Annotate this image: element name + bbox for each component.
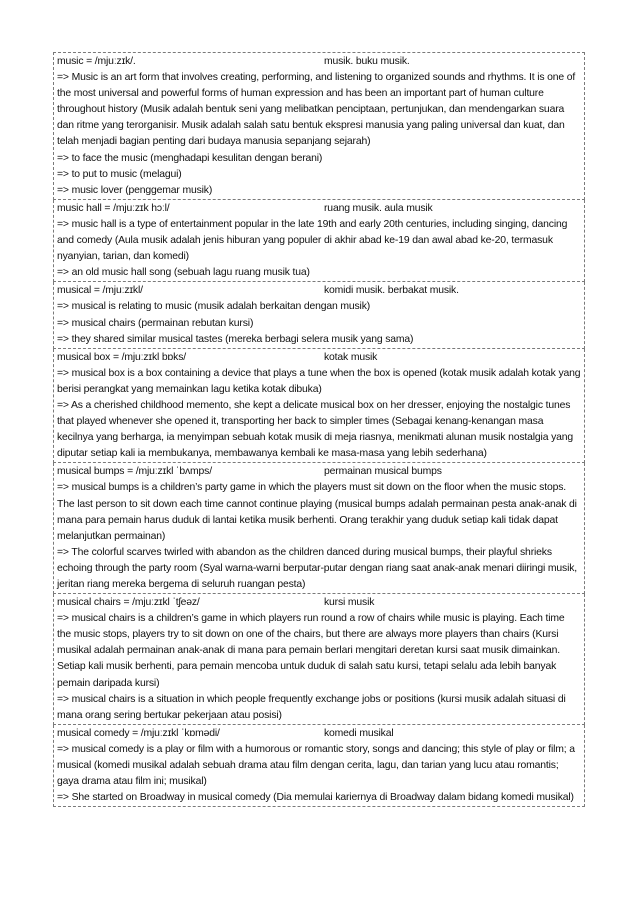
entry-musical-bumps bbox=[53, 463, 585, 594]
example-line: => to face the music (menghadapi kesulitan dengan berani) bbox=[57, 152, 323, 164]
translation: ruang musik. aula musik bbox=[324, 202, 433, 214]
translation: kotak musik bbox=[324, 351, 378, 363]
example-line: => musical chairs is a situation in which people frequently exchange jobs or positions (kursi musik adalah situasi di mana orang sering bertukar pekerjaan atau posisi) bbox=[57, 693, 566, 721]
example-line: => musical chairs (permainan rebutan kursi) bbox=[57, 317, 254, 329]
example-line: => an old music hall song (sebuah lagu ruang musik tua) bbox=[57, 267, 310, 279]
entry-musical-box bbox=[53, 349, 585, 464]
definition-line: => musical comedy is a play or film with a humorous or romantic story, songs and dancing; this style of play or film; a musical (komedi musikal adalah sebuah drama atau film dengan cerita, lagu, dan tarian yang lucu atau romantis; gaya drama atau film ini; musikal) bbox=[57, 743, 575, 788]
entry-header bbox=[57, 464, 581, 480]
definition-line: => musical bumps is a children’s party game in which the players must sit down on the floor when the music stops. The last person to sit down each time cannot continue playing (musical bumps adalah permainan pesta anak-anak di mana para pemain harus duduk di lantai ketika musik berhenti. Orang terakhir yang duduk setiap kali tidak dapat melanjutkan permainan) bbox=[57, 482, 577, 542]
entry-musical bbox=[53, 282, 585, 348]
entry-header bbox=[57, 350, 581, 366]
entry-musical-chairs bbox=[53, 594, 585, 725]
vocabulary-document bbox=[53, 52, 585, 807]
example-line: => they shared similar musical tastes (mereka berbagi selera musik yang sama) bbox=[57, 333, 414, 345]
headword: musical chairs = /mjuːzɪkl ˈtʃeəz/ bbox=[57, 597, 200, 609]
entry-header bbox=[57, 201, 581, 217]
definition-line: => Music is an art form that involves creating, performing, and listening to organized sounds and rhythms. It is one of the most universal and powerful forms of human expression and has been an important part of human culture throughout history (Musik adalah bentuk seni yang melibatkan penciptaan, pertunjukan, dan mendengarkan suara dan ritme yang terorganisir. Musik adalah salah satu bentuk ekspresi manusia yang paling universal dan kuat, dan telah menjadi bagian penting dari budaya manusia sepanjang sejarah) bbox=[57, 72, 576, 148]
example-line: => She started on Broadway in musical comedy (Dia memulai kariernya di Broadway dalam bidang komedi musikal) bbox=[57, 792, 574, 804]
example-line: => The colorful scarves twirled with abandon as the children danced during musical bumps, their playful shrieks echoing through the party room (Syal warna-warni berputar-putar dengan riang saat anak-anak menari diiringi musik, jeritan riang mereka bergema di seluruh ruangan pesta) bbox=[57, 546, 578, 590]
translation: musik. buku musik. bbox=[324, 56, 410, 67]
headword: musical box = /mjuːzɪkl bɒks/ bbox=[57, 351, 186, 363]
example-line: => music lover (penggemar musik) bbox=[57, 184, 213, 196]
entry-header bbox=[57, 283, 581, 299]
translation: kursi musik bbox=[324, 597, 375, 609]
definition-line: => music hall is a type of entertainment popular in the late 19th and early 20th centuries, including singing, dancing and comedy (Aula musik adalah jenis hiburan yang populer di akhir abad ke-19 dan awal abad ke-20, termasuk nyanyian, tarian, dan komedi) bbox=[57, 218, 568, 263]
definition-line: => musical is relating to music (musik adalah berkaitan dengan musik) bbox=[57, 301, 371, 313]
headword: music = /mjuːzɪk/. bbox=[57, 56, 136, 67]
definition-line: => musical chairs is a children’s game in which players run round a row of chairs while music is playing. Each time the music stops, players try to sit down on one of the chairs, but there are always more players than chairs (Kursi musikal adalah permainan anak-anak di mana para pemain berlari mengitari deretan kursi saat musik dimainkan. Setiap kali musik berhenti, para pemain mencoba untuk duduk di salah satu kursi, tetapi selalu ada lebih banyak pemain daripada kursi) bbox=[57, 613, 565, 689]
translation: komidi musik. berbakat musik. bbox=[324, 285, 459, 297]
example-line: => As a cherished childhood memento, she kept a delicate musical box on her dresser, enjoying the nostalgic tunes that played whenever she opened it, transporting her back to simpler times (Sebagai kenang-kenangan masa kecilnya yang berharga, ia menyimpan sebuah kotak musik di meja riasnya, menikmati alunan musik nostalgia yang diputar setiap kali ia membukanya, membawanya kembali ke masa-masa yang lebih sederhana) bbox=[57, 399, 574, 460]
entry-musical-comedy bbox=[53, 725, 585, 807]
translation: komedi musikal bbox=[324, 727, 394, 739]
entry-header bbox=[57, 726, 581, 742]
headword: musical = /mjuːzɪkl/ bbox=[57, 285, 143, 297]
example-line: => to put to music (melagui) bbox=[57, 168, 182, 180]
entry-header bbox=[57, 595, 581, 611]
headword: musical bumps = /mjuːzɪkl ˈbʌmps/ bbox=[57, 466, 212, 478]
definition-line: => musical box is a box containing a device that plays a tune when the box is opened (kotak musik adalah kotak yang berisi perangkat yang memainkan lagu ketika kotak dibuka) bbox=[57, 367, 581, 395]
headword: music hall = /mjuːzɪk hɔːl/ bbox=[57, 202, 170, 214]
entry-music-hall bbox=[53, 200, 585, 282]
translation: permainan musical bumps bbox=[324, 466, 442, 478]
entry-music bbox=[53, 52, 585, 200]
entry-header bbox=[57, 54, 581, 70]
headword: musical comedy = /mjuːzɪkl ˈkɒmədi/ bbox=[57, 727, 220, 739]
